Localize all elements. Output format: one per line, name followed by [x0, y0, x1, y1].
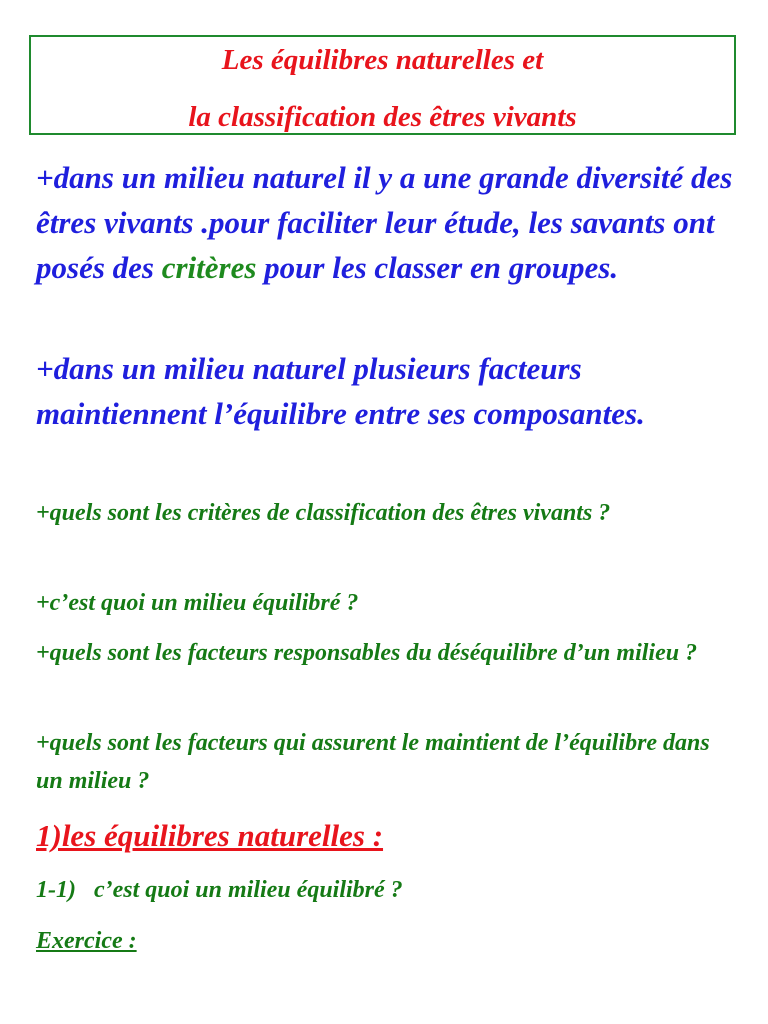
question-2: +c’est quoi un milieu équilibré ? [36, 590, 359, 616]
question-4: +quels sont les facteurs qui assurent le maintient de l’équilibre dans un milieu ? [36, 730, 710, 794]
intro-paragraph-1-text-c: pour les classer en groupes. [256, 250, 619, 285]
question-1: +quels sont les critères de classification des êtres vivants ? [36, 500, 611, 526]
intro-paragraph-2: +dans un milieu naturel plusieurs facteurs maintiennent l’équilibre entre ses composantes. [36, 351, 645, 431]
title-line-2: la classification des êtres vivants [188, 101, 577, 133]
question-3: +quels sont les facteurs responsables du déséquilibre d’un milieu ? [36, 640, 698, 666]
subsection-text: c’est quoi un milieu équilibré ? [93, 877, 403, 903]
title-line-1: Les équilibres naturelles et [221, 44, 544, 76]
intro-paragraph-1 [36, 155, 736, 290]
title-box [29, 35, 736, 135]
section-heading: 1)les équilibres naturelles : [36, 818, 384, 853]
intro-paragraph-1-highlight: critères [161, 250, 257, 285]
intro-paragraph-1-text-a: +dans un milieu naturel il y a une grande diversité des êtres vivants .pour faciliter leur étude, les savants ont posés des [36, 160, 733, 285]
subsection-heading [36, 873, 403, 907]
subsection-number: 1-1) [36, 877, 76, 903]
exercise-label: Exercice : [36, 928, 137, 954]
